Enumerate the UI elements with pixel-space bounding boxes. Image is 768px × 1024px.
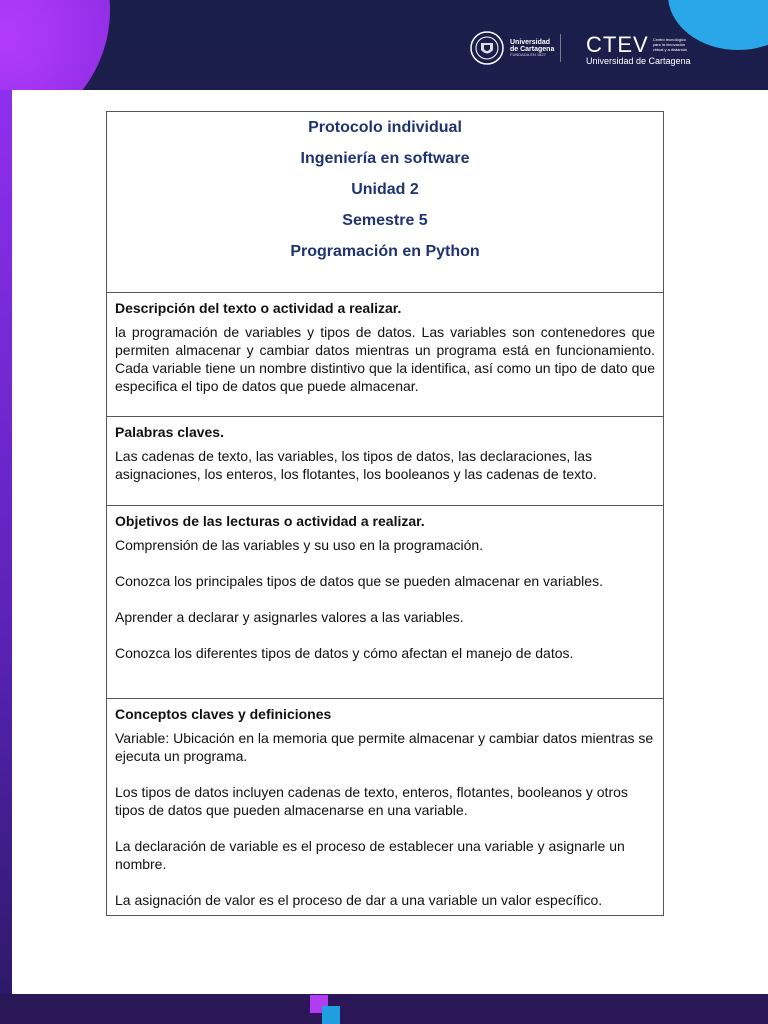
left-gradient-strip bbox=[0, 90, 12, 994]
concepts-heading: Conceptos claves y definiciones bbox=[115, 706, 332, 722]
objective-item: Conozca los diferentes tipos de datos y cómo afectan el manejo de datos. bbox=[115, 645, 574, 661]
logo-divider bbox=[560, 34, 561, 62]
ctev-tagline: Centro tecnológico para la innovación virtual y a distancia bbox=[652, 37, 687, 52]
header-cell bbox=[107, 112, 664, 293]
description-text: la programación de variables y tipos de datos. Las variables son contenedores que permiten almacenar y cambiar datos mientras un programa está en funcionamiento. Cada variable tiene un nombre distintivo que la identifica, así como un tipo de dato que especifica el tipo de datos que puede almacenar. bbox=[115, 324, 655, 394]
ctev-university: Universidad de Cartagena bbox=[586, 56, 691, 66]
header-semester: Semestre 5 bbox=[342, 212, 428, 229]
objectives-heading: Objetivos de las lecturas o actividad a realizar. bbox=[115, 513, 425, 529]
keywords-cell bbox=[107, 417, 664, 506]
university-name-line1: Universidad bbox=[510, 38, 551, 46]
description-cell bbox=[107, 293, 664, 417]
ctev-wordmark: CTEV bbox=[586, 32, 649, 57]
concept-item: Variable: Ubicación en la memoria que permite almacenar y cambiar datos mientras se ejecuta un programa. bbox=[115, 730, 654, 764]
ctev-logo bbox=[586, 34, 695, 66]
header-unit: Unidad 2 bbox=[351, 181, 419, 198]
concept-item: La asignación de valor es el proceso de dar a una variable un valor específico. bbox=[115, 892, 603, 908]
description-heading: Descripción del texto o actividad a realizar. bbox=[115, 300, 402, 316]
header-program: Ingeniería en software bbox=[300, 150, 470, 167]
concepts-cell bbox=[107, 699, 664, 916]
university-founded: FUNDADA EN 1827 bbox=[510, 52, 546, 58]
blue-square-decoration bbox=[322, 1006, 340, 1024]
keywords-text: Las cadenas de texto, las variables, los tipos de datos, las declaraciones, las asignaciones, los enteros, los flotantes, los booleanos y las cadenas de texto. bbox=[115, 448, 597, 482]
objectives-cell bbox=[107, 506, 664, 699]
objective-item: Comprensión de las variables y su uso en la programación. bbox=[115, 537, 484, 553]
protocol-table bbox=[106, 111, 664, 916]
objective-item: Conozca los principales tipos de datos que se pueden almacenar en variables. bbox=[115, 573, 603, 589]
concept-item: Los tipos de datos incluyen cadenas de texto, enteros, flotantes, booleanos y otros tipos de datos que pueden almacenarse en una variable. bbox=[115, 784, 628, 818]
university-logo bbox=[470, 31, 554, 65]
university-name-line2: de Cartagena bbox=[510, 45, 555, 53]
university-seal-icon bbox=[470, 31, 504, 65]
objective-item: Aprender a declarar y asignarles valores a las variables. bbox=[115, 609, 464, 625]
header-course: Programación en Python bbox=[290, 243, 480, 260]
concept-item: La declaración de variable es el proceso de establecer una variable y asignarle un nombre. bbox=[115, 838, 625, 872]
keywords-heading: Palabras claves. bbox=[115, 424, 224, 440]
header-protocol: Protocolo individual bbox=[308, 119, 462, 136]
